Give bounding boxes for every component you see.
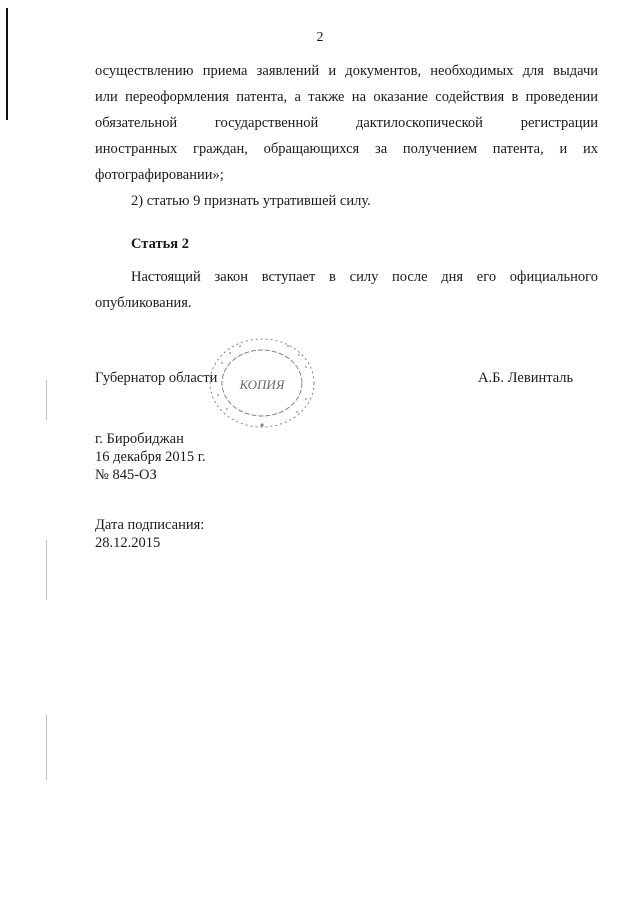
paragraph-continuation <box>95 58 598 188</box>
signing-date-block <box>95 516 204 552</box>
article-heading: Статья 2 <box>131 236 189 252</box>
text-line: или переоформления патента, а также на оказание содействия в проведении <box>95 89 598 105</box>
scan-speck <box>46 380 47 420</box>
signing-label: Дата подписания: <box>95 517 205 533</box>
copy-stamp <box>202 333 322 433</box>
text-line: осуществлению приема заявлений и документов, необходимых для выдачи <box>95 63 598 79</box>
text-line: обязательной государственной дактилоскопической регистрации <box>95 115 598 131</box>
signature-position: Губернатор области <box>95 370 218 386</box>
text-line: фотографировании»; <box>95 167 224 183</box>
text-line: иностранных граждан, обращающихся за получением патента, и их <box>95 141 598 157</box>
text-line: опубликования. <box>95 295 192 311</box>
page-number: 2 <box>316 30 324 45</box>
date: 16 декабря 2015 г. <box>95 449 206 465</box>
scan-speck <box>46 540 47 600</box>
scan-edge-mark <box>6 8 8 120</box>
signature-name: А.Б. Левинталь <box>478 370 574 386</box>
place-date-block <box>95 430 206 484</box>
scan-speck <box>46 715 47 780</box>
law-number: № 845-ОЗ <box>95 467 157 483</box>
item-2: 2) статью 9 признать утратившей силу. <box>131 193 371 209</box>
article-2-text <box>95 264 598 316</box>
text-line: Настоящий закон вступает в силу после дня его официального <box>131 269 598 285</box>
signing-date: 28.12.2015 <box>95 535 161 551</box>
place: г. Биробиджан <box>95 431 184 447</box>
stamp-text: КОПИЯ <box>239 377 285 392</box>
